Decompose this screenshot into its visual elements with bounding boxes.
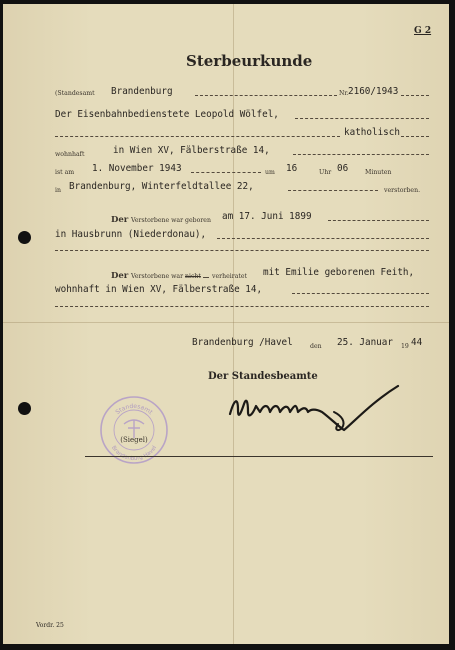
fill-line [195,95,337,96]
registry-office-value: Brandenburg [111,86,173,97]
svg-text:Brandenburg Havel [110,445,158,462]
fill-line [55,250,429,251]
fill-line [401,95,429,96]
spouse-line-1: mit Emilie geborenen Feith, [263,267,415,278]
issue-year: 44 [411,337,423,348]
official-title: Der Standesbeamte [208,371,318,382]
death-place: Brandenburg, Winterfeldtallee 22, [69,181,254,192]
fill-line [401,136,429,137]
fill-line [295,118,429,119]
born-prefix: Verstorbene war geboren [131,217,211,224]
issue-place: Brandenburg /Havel [192,337,293,348]
corner-code: G 2 [414,26,432,36]
certificate-number: 2160/1943 [348,86,399,97]
deceased-name-line: Der Eisenbahnbedienstete Leopold Wölfel, [55,109,279,120]
at-label: um [265,169,275,176]
birth-place: in Hausbrunn (Niederdonau), [55,229,207,240]
birth-date: am 17. Juni 1899 [222,211,312,222]
fill-line [191,172,261,173]
married-struck-word: nicht [185,273,201,280]
horizontal-fold-line [3,322,449,323]
vertical-fold-line [233,4,234,644]
svg-text:Standesamt [114,403,154,417]
issue-year-prefix: 19 [401,343,409,350]
registry-office-label: (Standesamt [55,90,95,97]
died-on-label: ist am [55,169,75,176]
bottom-rule [85,456,433,457]
death-hour: 16 [286,163,298,174]
signature [226,382,406,437]
fill-line [55,306,429,307]
number-label: Nr. [339,90,349,97]
punch-hole-top [18,231,31,244]
issue-date-label: den [310,343,322,350]
fill-line [288,190,378,191]
certificate-sheet [3,4,449,644]
spouse-line-2: wohnhaft in Wien XV, Fälberstraße 14, [55,284,263,295]
hour-label: Uhr [319,169,332,176]
seal-label: (Siegel) [120,436,148,444]
issue-date: 25. Januar [337,337,393,348]
fill-line [293,154,429,155]
fill-line [217,238,429,239]
death-minute: 06 [337,163,349,174]
document-title: Sterbeurkunde [186,52,313,70]
death-date: 1. November 1943 [92,163,182,174]
fill-line [328,220,429,221]
residence-label: wohnhaft [55,151,85,158]
fill-line [203,277,209,278]
fill-line [292,293,429,294]
married-label: verheiratet [212,273,248,280]
married-prefix: Verstorbene war [131,273,184,280]
seal-text-bottom: Brandenburg Havel [109,445,159,463]
religion-value: katholisch [344,127,400,138]
married-prefix-initial: Der [111,271,129,281]
minutes-label: Minuten [365,169,392,176]
fill-line [55,136,340,137]
seal-text-top: Standesamt [114,402,154,417]
died-label: verstorben. [384,187,421,194]
punch-hole-bottom [18,402,31,415]
form-number: Vordr. 25 [36,622,64,629]
place-prefix: in [55,187,61,194]
born-prefix-initial: Der [111,215,129,225]
residence-value: in Wien XV, Fälberstraße 14, [113,145,270,156]
